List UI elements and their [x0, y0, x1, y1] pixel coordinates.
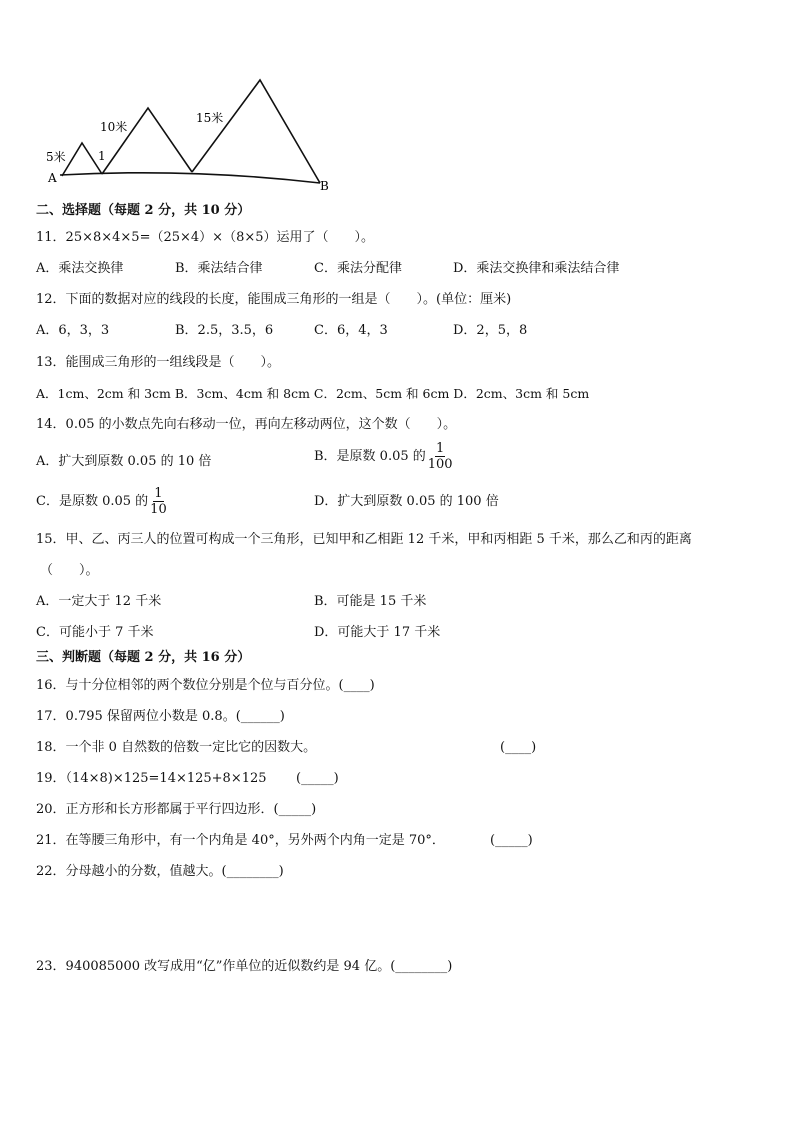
fraction-denominator: 10: [150, 502, 167, 517]
label-5m: 5米: [46, 150, 66, 164]
q19-answer-blank: (_____): [296, 771, 339, 786]
label-10m: 10米: [100, 120, 128, 134]
label-15m: 15米: [196, 111, 224, 125]
q11-stem: 11．25×8×4×5=（25×4）×（8×5）运用了（ ）。: [36, 230, 375, 245]
q12-option-b: B．2.5，3.5，6: [175, 323, 274, 338]
q14-option-c: [36, 486, 167, 517]
mountain-figure: [0, 0, 794, 200]
section2-heading: 二、选择题（每题 2 分，共 10 分）: [36, 203, 251, 218]
mountain-large: [192, 80, 320, 183]
q22: 22．分母越小的分数，值越大。(________): [36, 864, 284, 879]
q17: 17．0.795 保留两位小数是 0.8。(______): [36, 709, 285, 724]
point-a-label: A: [48, 171, 57, 185]
q15-option-b: B．可能是 15 千米: [314, 594, 427, 609]
q12-stem: 12．下面的数据对应的线段的长度，能围成三角形的一组是（ ）。(单位：厘米): [36, 292, 512, 307]
q14-stem: 14．0.05 的小数点先向右移动一位，再向左移动两位，这个数（ ）。: [36, 417, 457, 432]
q14-option-b-text: B．是原数 0.05 的: [314, 449, 426, 464]
q12-option-c: C．6，4，3: [314, 323, 388, 338]
q15-option-d: D．可能大于 17 千米: [314, 625, 441, 640]
section3-heading: 三、判断题（每题 2 分，共 16 分）: [36, 650, 251, 665]
q23: 23．940085000 改写成用“亿”作单位的近似数约是 94 亿。(________): [36, 959, 453, 974]
q11-option-c: C．乘法分配律: [314, 261, 402, 276]
q16: 16．与十分位相邻的两个数位分别是个位与百分位。(____): [36, 678, 375, 693]
mountain-small: [62, 143, 102, 176]
q21-answer-blank: (_____): [490, 833, 533, 848]
q20: 20．正方形和长方形都属于平行四边形．(_____): [36, 802, 317, 817]
fraction-1-100: [428, 441, 453, 472]
q18: 18．一个非 0 自然数的倍数一定比它的因数大。: [36, 740, 317, 755]
fraction-numerator: 1: [154, 486, 163, 501]
q13-stem: 13．能围成三角形的一组线段是（ ）。: [36, 355, 281, 370]
q12-option-d: D．2，5，8: [453, 323, 528, 338]
label-1m: 1: [98, 149, 106, 163]
q14-option-b: [314, 441, 453, 472]
fraction-numerator: 1: [436, 441, 445, 456]
q15-stem-cont: （ ）。: [40, 563, 99, 578]
q15-option-c: C．可能小于 7 千米: [36, 625, 154, 640]
q21: 21．在等腰三角形中，有一个内角是 40°，另外两个内角一定是 70°．: [36, 833, 445, 848]
mountain-medium: [102, 108, 192, 174]
q18-answer-blank: (____): [500, 740, 537, 755]
ground-curve: [60, 173, 320, 183]
q15-stem: 15．甲、乙、丙三人的位置可构成一个三角形，已知甲和乙相距 12 千米，甲和丙相距 5 千米，那么乙和丙的距离: [36, 532, 692, 547]
q11-option-a: A．乘法交换律: [36, 261, 124, 276]
fraction-1-10: [150, 486, 167, 517]
q14-option-c-text: C．是原数 0.05 的: [36, 494, 149, 509]
q13-options: A．1cm、2cm 和 3cm B．3cm、4cm 和 8cm C．2cm、5cm 和 6cm D．2cm、3cm 和 5cm: [36, 386, 590, 401]
point-b-label: B: [320, 179, 329, 193]
q15-option-a: A．一定大于 12 千米: [36, 594, 162, 609]
q14-option-d: D．扩大到原数 0.05 的 100 倍: [314, 494, 499, 509]
fraction-denominator: 100: [427, 457, 453, 472]
q14-option-a: A．扩大到原数 0.05 的 10 倍: [36, 454, 212, 469]
q11-option-d: D．乘法交换律和乘法结合律: [453, 261, 620, 276]
q12-option-a: A．6，3，3: [36, 323, 110, 338]
q11-option-b: B．乘法结合律: [175, 261, 263, 276]
q19: 19．（14×8)×125=14×125+8×125: [36, 771, 267, 786]
